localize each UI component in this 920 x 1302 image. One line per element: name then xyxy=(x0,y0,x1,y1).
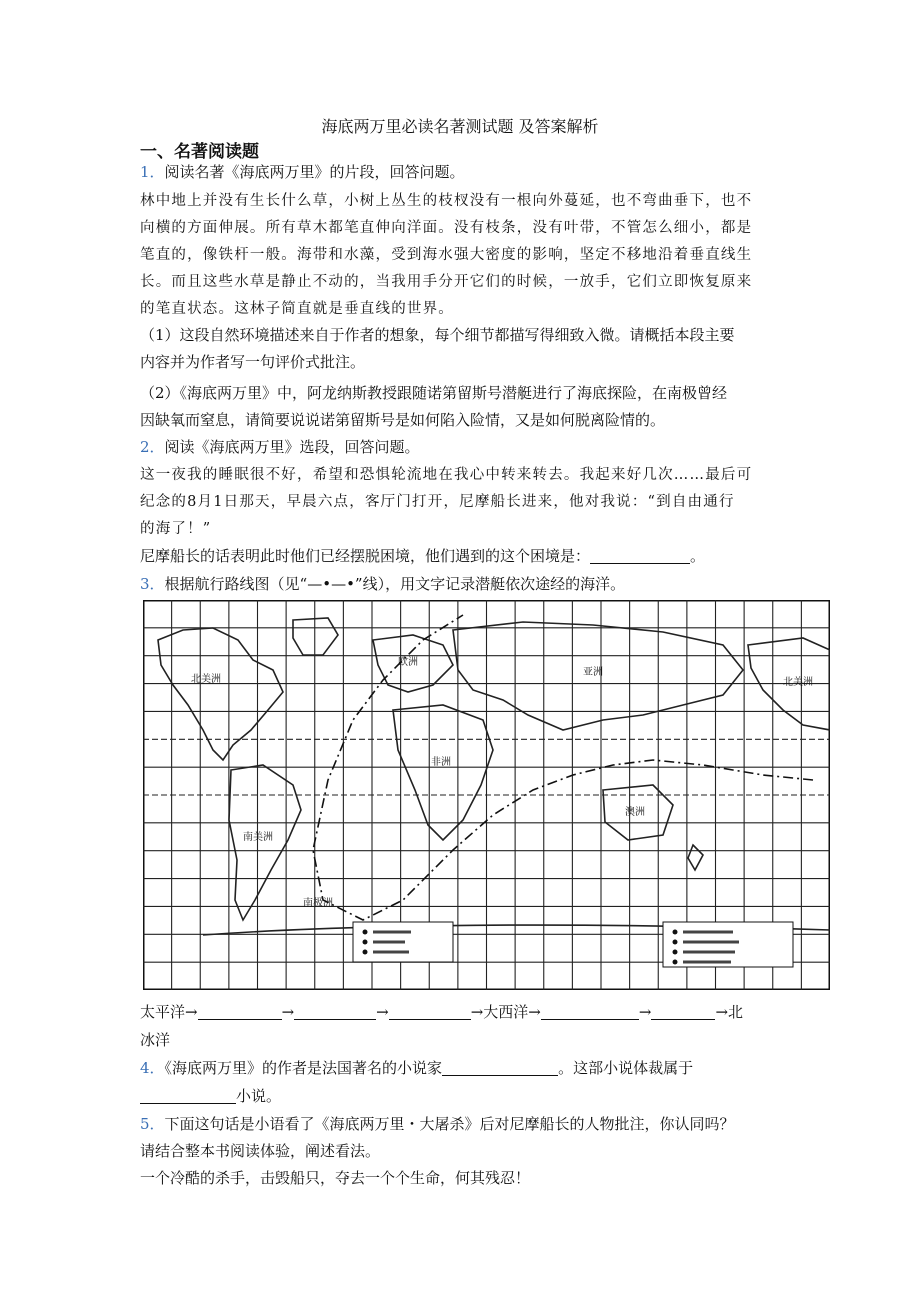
q1-sub1-line: 内容并为作者写一句评价式批注。 xyxy=(140,353,366,371)
route-map xyxy=(143,600,830,990)
q4-number: 4． xyxy=(140,1059,165,1077)
route-arrow: → xyxy=(281,1003,295,1021)
answer-blank[interactable] xyxy=(389,1004,471,1020)
label-north-america: 北美洲 xyxy=(191,674,221,685)
label-north-america-right: 北美洲 xyxy=(783,677,813,688)
q2-question xyxy=(140,545,705,566)
answer-blank[interactable] xyxy=(442,1060,558,1076)
q4-line2-end: 小说。 xyxy=(236,1087,282,1105)
q3-number: 3． xyxy=(140,575,165,593)
q4-line xyxy=(140,1057,693,1078)
label-asia: 亚洲 xyxy=(583,667,603,678)
q1-passage-line: 林中地上并没有生长什么草，小树上丛生的枝杈没有一根向外蔓延，也不弯曲垂下，也不 xyxy=(140,193,753,209)
q4-text: 《海底两万里》的作者是法国著名的小说家 xyxy=(164,1059,443,1077)
q2-passage-line: 纪念的8月1日那天，早晨六点，客厅门打开，尼摩船长进来，他对我说：“到自由通行 xyxy=(140,494,735,510)
route-atlantic: →大西洋→ xyxy=(470,1003,541,1021)
q1-sub2-line: （2）《海底两万里》中，阿龙纳斯教授跟随诺第留斯号潜艇进行了海底探险，在南极曾经 xyxy=(140,384,728,402)
q2-prompt-text: 阅读《海底两万里》选段，回答问题。 xyxy=(164,438,420,456)
section-heading: 一、名著阅读题 xyxy=(140,142,259,162)
q1-sub2-line: 因缺氧而窒息，请简要说说诺第留斯号是如何陷入险情，又是如何脱离险情的。 xyxy=(140,411,666,429)
route-end: →北 xyxy=(715,1003,744,1021)
q4-text-end: 。这部小说体裁属于 xyxy=(558,1059,694,1077)
answer-blank[interactable] xyxy=(590,548,690,564)
answer-blank[interactable] xyxy=(140,1088,236,1104)
q1-prompt-text: 阅读名著《海底两万里》的片段，回答问题。 xyxy=(164,163,465,181)
route-arrow: → xyxy=(638,1003,652,1021)
q1-passage-line: 长。而且这些水草是静止不动的，当我用手分开它们的时候，一放手，它们立即恢复原来 xyxy=(140,274,753,290)
answer-blank[interactable] xyxy=(294,1004,376,1020)
q1-number: 1． xyxy=(140,163,165,181)
label-africa: 非洲 xyxy=(431,757,451,768)
q3-prompt xyxy=(140,573,625,594)
map-legend-right xyxy=(663,922,793,967)
q5-quote: 一个冷酷的杀手，击毁船只，夺去一个个生命，何其残忍！ xyxy=(140,1169,531,1187)
q1-passage-line: 笔直的，像铁杆一般。海带和水藻，受到海水强大密度的影响，坚定不移地沿着垂直线生 xyxy=(140,247,753,263)
route-arrow: → xyxy=(376,1003,389,1021)
q2-passage-line: 这一夜我的睡眠很不好，希望和恐惧轮流地在我心中转来转去。我起来好几次……最后可 xyxy=(140,467,753,483)
q2-passage-line: 的海了！” xyxy=(140,521,212,537)
route-start: 太平洋→ xyxy=(140,1003,198,1021)
label-europe: 欧洲 xyxy=(398,657,418,668)
label-oceania: 澳洲 xyxy=(625,807,645,818)
q5-line xyxy=(140,1113,735,1134)
label-south-america: 南美洲 xyxy=(243,832,273,843)
q3-route-line xyxy=(140,1001,743,1022)
answer-blank[interactable] xyxy=(198,1004,282,1020)
q1-prompt xyxy=(140,161,465,182)
q2-number: 2． xyxy=(140,438,165,456)
q3-route-end-line: 冰洋 xyxy=(140,1031,171,1049)
q1-passage-line: 向横的方面伸展。所有草木都笔直伸向洋面。没有枝条，没有叶带，不管怎么细小，都是 xyxy=(140,220,753,236)
q5-line2: 请结合整本书阅读体验，阐述看法。 xyxy=(140,1142,381,1160)
answer-blank[interactable] xyxy=(651,1004,715,1020)
answer-blank[interactable] xyxy=(541,1004,639,1020)
q3-prompt-text: 根据航行路线图（见“—•—•”线），用文字记录潜艇依次途经的海洋。 xyxy=(164,575,626,593)
map-legend-left xyxy=(353,922,453,962)
q2-prompt xyxy=(140,436,420,457)
label-antarctica: 南极洲 xyxy=(303,898,333,909)
q1-passage-line: 的笔直状态。这林子简直就是垂直线的世界。 xyxy=(140,301,454,317)
q5-number: 5． xyxy=(140,1115,165,1133)
q1-sub1-line: （1）这段自然环境描述来自于作者的想象，每个细节都描写得细致入微。请概括本段主要 xyxy=(140,326,735,344)
q4-line2 xyxy=(140,1085,281,1106)
q2-question-end: 。 xyxy=(690,547,706,565)
q5-text: 下面这句话是小语看了《海底两万里・大屠杀》后对尼摩船长的人物批注，你认同吗？ xyxy=(164,1115,735,1133)
q2-question-text: 尼摩船长的话表明此时他们已经摆脱困境，他们遇到的这个困境是： xyxy=(140,547,591,565)
document-title: 海底两万里必读名著测试题 及答案解析 xyxy=(321,117,599,136)
